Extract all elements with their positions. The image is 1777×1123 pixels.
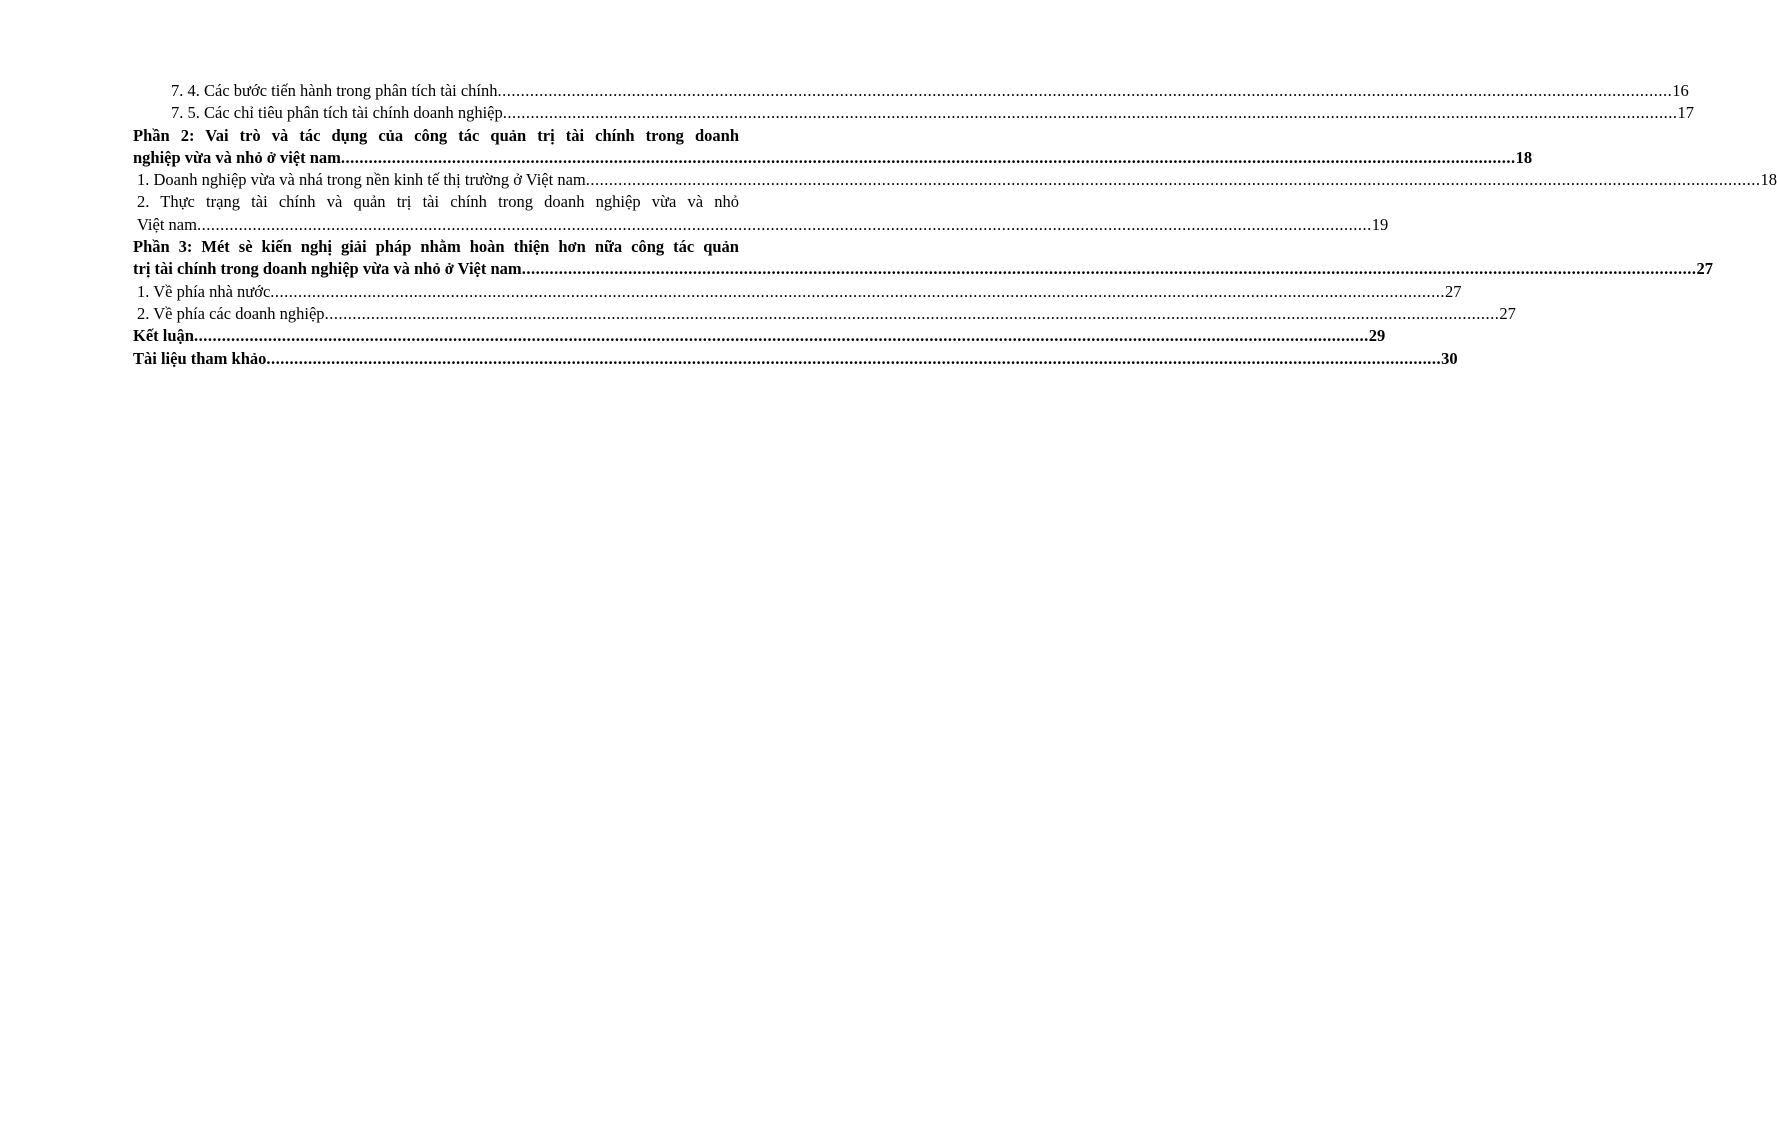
toc-leader-dots (503, 102, 1678, 124)
toc-page-number: 27 (1445, 281, 1462, 301)
toc-page-number: 17 (1677, 103, 1694, 123)
toc-leader-dots (586, 169, 1761, 191)
toc-page-number: 16 (1672, 81, 1689, 100)
toc-entry-3-1[interactable] (133, 281, 1462, 303)
toc-leader-dots (194, 325, 1369, 347)
toc-leader-dots (325, 303, 1500, 325)
toc-entry-title: 1. Doanh nghiệp vừa và nhá trong nền kinh tế thị trường ở Việt nam (137, 170, 586, 190)
toc-entry-title: 7. 5. Các chỉ tiêu phân tích tài chính doanh nghiệp (171, 103, 503, 123)
toc-page-number: 27 (1696, 259, 1713, 279)
toc-entry-title-line2: Việt nam (137, 214, 197, 234)
toc-entry-phan-2[interactable] (133, 125, 1533, 170)
toc-entry-title: Tài liệu tham khảo (133, 348, 267, 368)
toc-entry-7-4[interactable] (133, 80, 1689, 102)
toc-entry-2-2[interactable] (133, 191, 1389, 236)
table-of-contents (133, 80, 1777, 370)
toc-entry-tai-lieu[interactable] (133, 348, 1458, 370)
toc-page-number: 29 (1368, 326, 1386, 346)
toc-page-number: 18 (1515, 147, 1533, 167)
toc-entry-phan-3[interactable] (133, 236, 1713, 281)
toc-entry-title-line2: trị tài chính trong doanh nghiệp vừa và nhỏ ở Việt nam (133, 259, 522, 279)
toc-entry-3-2[interactable] (133, 303, 1516, 325)
toc-entry-title-line1: Phần 2: Vai trò và tác dụng của công tác quản trị tài chính trong doanh (133, 125, 739, 145)
toc-entry-title-line2: nghiệp vừa và nhỏ ở việt nam (133, 147, 341, 167)
toc-entry-title: Kết luận (133, 326, 194, 346)
toc-entry-ket-luan[interactable] (133, 325, 1386, 347)
toc-leader-dots (522, 258, 1697, 280)
toc-entry-title-line1: Phần 3: Mét sè kiến nghị giải pháp nhằm hoàn thiện hơn nữa công tác quản (133, 237, 739, 257)
toc-entry-title: 2. Về phía các doanh nghiệp (137, 303, 325, 323)
toc-page-number: 30 (1441, 348, 1458, 368)
toc-entry-2-1[interactable] (133, 169, 1777, 191)
toc-page-number: 18 (1760, 170, 1777, 190)
toc-leader-dots (498, 80, 1673, 102)
toc-leader-dots (266, 348, 1441, 370)
toc-page-number: 27 (1499, 303, 1516, 323)
toc-entry-title-line1: 2. Thực trạng tài chính và quản trị tài chính trong doanh nghiệp vừa và nhỏ (137, 192, 739, 212)
toc-entry-7-5[interactable] (133, 102, 1694, 124)
toc-entry-title: 1. Về phía nhà nước (137, 281, 271, 301)
toc-leader-dots (270, 281, 1445, 303)
toc-leader-dots (341, 147, 1516, 169)
toc-leader-dots (197, 214, 1372, 236)
toc-page-number: 19 (1371, 214, 1389, 234)
toc-entry-title: 7. 4. Các bước tiến hành trong phân tích tài chính (171, 81, 498, 100)
